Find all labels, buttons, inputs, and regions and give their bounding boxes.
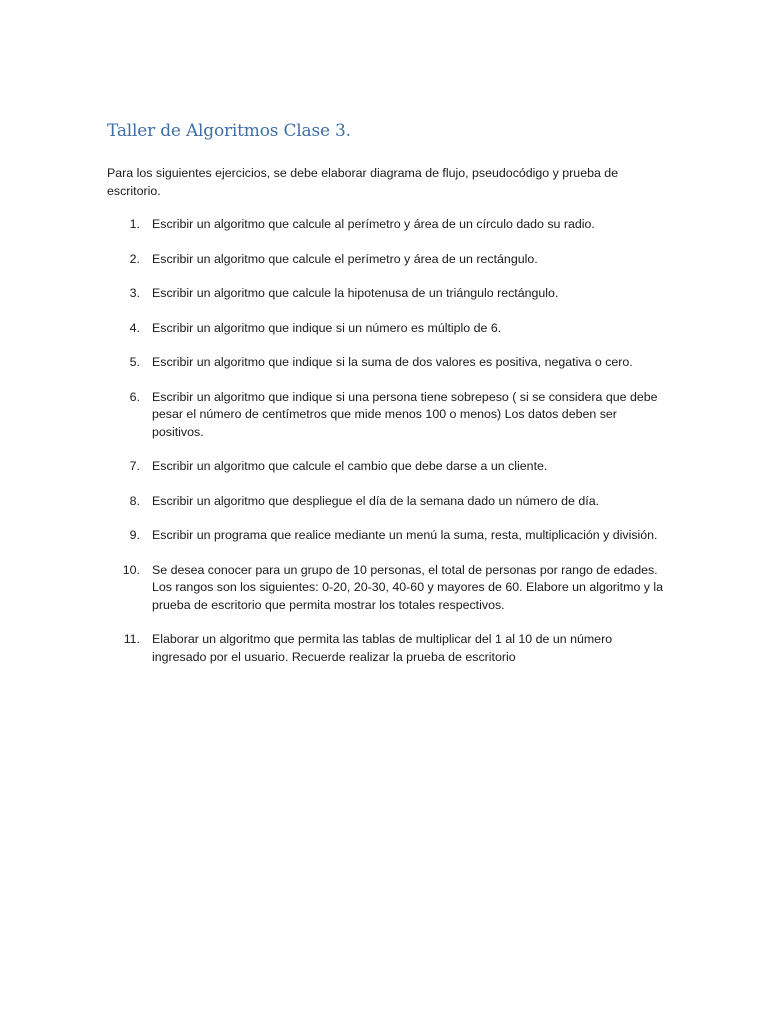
list-item (107, 320, 667, 338)
list-item-text: Escribir un algoritmo que calcule la hipotenusa de un triángulo rectángulo. (152, 286, 559, 300)
list-item-number: 11. (123, 632, 140, 646)
exercise-list (107, 216, 667, 683)
list-item-text: Escribir un algoritmo que calcule el perímetro y área de un rectángulo. (152, 251, 538, 266)
list-item (107, 562, 667, 615)
list-item-number: 7. (129, 459, 140, 473)
list-item-number: 10. (122, 562, 140, 577)
list-item-text: Escribir un programa que realice mediante un menú la suma, resta, multiplicación y división. (152, 528, 658, 542)
list-item (107, 354, 667, 372)
list-item-text: Escribir un algoritmo que despliegue el día de la semana dado un número de día. (152, 493, 600, 508)
list-item-text: Escribir un algoritmo que indique si un número es múltiplo de 6. (152, 320, 502, 335)
list-item (107, 216, 667, 234)
list-item (107, 527, 667, 545)
list-item-number: 3. (129, 286, 140, 300)
list-item-number: 8. (129, 493, 140, 508)
list-item-number: 4. (129, 320, 140, 335)
list-item (107, 631, 667, 666)
list-item-text: Escribir un algoritmo que indique si la suma de dos valores es positiva, negativa o cero. (152, 355, 633, 369)
intro-paragraph: Para los siguientes ejercicios, se debe elaborar diagrama de flujo, pseudocódigo y prueba de escritorio. (107, 166, 619, 198)
list-item-number: 5. (129, 355, 140, 369)
list-item-text: Elaborar un algoritmo que permita las tablas de multiplicar del 1 al 10 de un número ingresado por el usuario. Recuerde realizar la prueba de escritorio (152, 632, 613, 664)
document-title: Taller de Algoritmos Clase 3. (107, 121, 351, 141)
list-item (107, 251, 667, 269)
list-item-number: 6. (129, 389, 140, 404)
list-item-number: 9. (129, 528, 140, 542)
list-item (107, 285, 667, 303)
list-item-text: Escribir un algoritmo que indique si una persona tiene sobrepeso ( si se considera que debe pesar el número de centímetros que mide menos 100 o menos) Los datos deben ser positivos. (152, 389, 658, 439)
list-item-number: 1. (129, 217, 140, 231)
list-item-text: Escribir un algoritmo que calcule al perímetro y área de un círculo dado su radio. (152, 217, 595, 231)
list-item (107, 458, 667, 476)
list-item (107, 389, 667, 442)
list-item (107, 493, 667, 511)
list-item-text: Escribir un algoritmo que calcule el cambio que debe darse a un cliente. (152, 459, 548, 473)
list-item-text: Se desea conocer para un grupo de 10 personas, el total de personas por rango de edades. Los rangos son los siguientes: 0-20, 20-30, 40-60 y mayores de 60. Elabore un algoritmo y la prueba de escritorio que permita mostrar los totales respectivos. (152, 562, 664, 612)
list-item-number: 2. (129, 251, 140, 266)
